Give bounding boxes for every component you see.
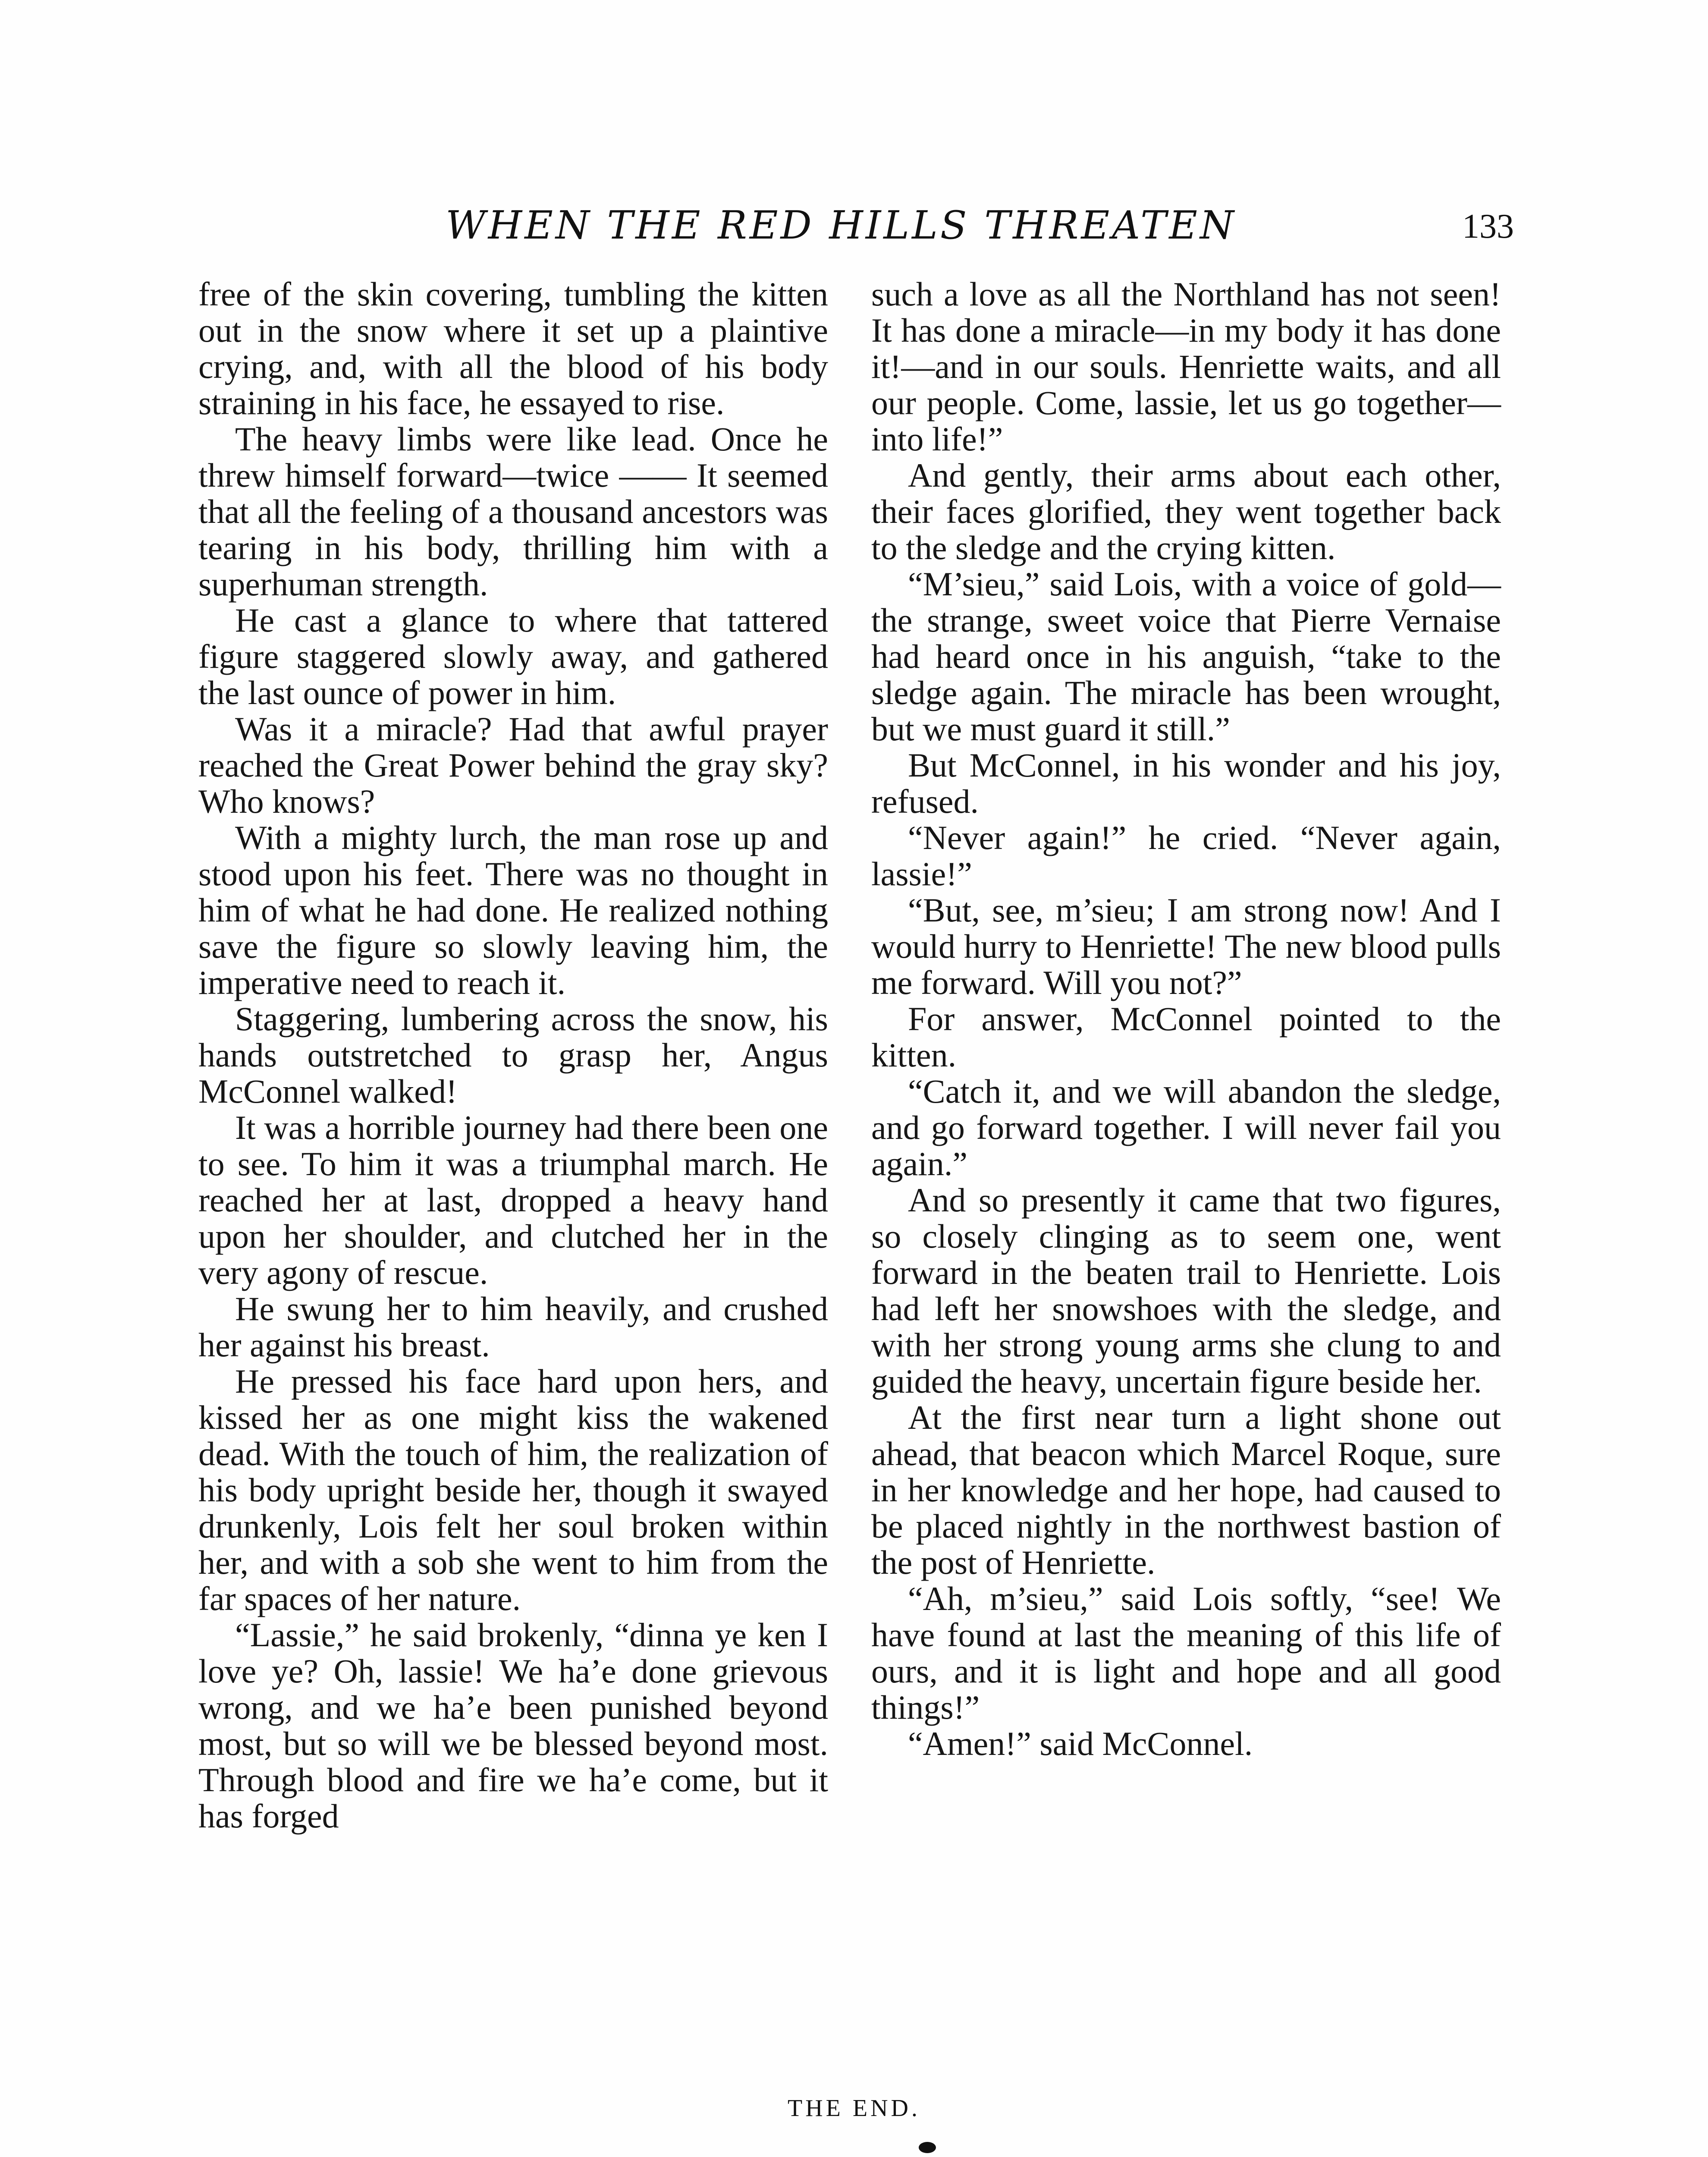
paragraph: “M’sieu,” said Lois, with a voice of gold—the strange, sweet voice that Pierre Vernaise had heard once in his anguish, “take to the sledge again. The miracle has been wrought, but we must guard it still.” [871, 565, 1501, 748]
paragraph: It was a horrible journey had there been one to see. To him it was a triumphal march. He reached her at last, dropped a heavy hand upon her shoulder, and clutched her in the very agony of rescue. [198, 1109, 828, 1291]
paragraph: such a love as all the Northland has not seen! It has done a miracle—in my body it has done it!—and in our souls. Henriette waits, and all our people. Come, lassie, let us go together—into life!” [871, 275, 1501, 458]
paragraph: With a mighty lurch, the man rose up and stood upon his feet. There was no thought in him of what he had done. He realized nothing save the figure so slowly leaving him, the imperative need to reach it. [198, 819, 828, 1001]
paragraph: “Ah, m’sieu,” said Lois softly, “see! We have found at last the meaning of this life of ours, and it is light and hope and all good things!” [871, 1580, 1501, 1726]
left-text-column [198, 276, 828, 1834]
paragraph: But McConnel, in his wonder and his joy, refused. [871, 746, 1501, 820]
paragraph: “Never again!” he cried. “Never again, lassie!” [871, 819, 1501, 893]
paragraph: “Amen!” said McConnel. [908, 1725, 1253, 1762]
paragraph: And so presently it came that two figures, so closely clinging as to seem one, went forward in the beaten trail to Henriette. Lois had left her snowshoes with the sledge, and with her strong young arms she clung to and guided the heavy, uncertain figure beside her. [871, 1181, 1501, 1400]
paragraph: free of the skin covering, tumbling the kitten out in the snow where it set up a plaintive crying, and, with all the blood of his body straining in his face, he essayed to rise. [198, 275, 828, 421]
paragraph: He swung her to him heavily, and crushed her against his breast. [198, 1290, 828, 1364]
paragraph: For answer, McConnel pointed to the kitten. [871, 1000, 1501, 1074]
paragraph: Was it a miracle? Had that awful prayer reached the Great Power behind the gray sky? Who knows? [198, 710, 828, 820]
right-text-column [871, 276, 1501, 1762]
paragraph: The heavy limbs were like lead. Once he threw himself forward—twice —— It seemed that all the feeling of a thousand ancestors was tearing in his body, thrilling him with a superhuman strength. [198, 420, 828, 603]
paragraph: “But, see, m’sieu; I am strong now! And I would hurry to Henriette! The new blood pulls me forward. Will you not?” [871, 891, 1501, 1001]
paragraph: At the first near turn a light shone out ahead, that beacon which Marcel Roque, sure in her knowledge and her hope, had caused to be placed nightly in the northwest bastion of the post of Henriette. [871, 1399, 1501, 1581]
ink-dot-ornament [919, 2142, 936, 2153]
running-title: WHEN THE RED HILLS THREATEN [446, 203, 1237, 248]
paragraph: He pressed his face hard upon hers, and kissed her as one might kiss the wakened dead. With the touch of him, the realization of his body upright beside her, though it swayed drunkenly, Lois felt her soul broken within her, and with a sob she went to him from the far spaces of her nature. [198, 1362, 828, 1617]
paragraph: Staggering, lumbering across the snow, his hands outstretched to grasp her, Angus McConnel walked! [198, 1000, 828, 1110]
the-end-label: THE END. [788, 2095, 920, 2122]
paragraph: “Lassie,” he said brokenly, “dinna ye ken I love ye? Oh, lassie! We ha’e done grievous wrong, and we ha’e been punished beyond most, but so will we be blessed beyond most. Through blood and fire we ha’e come, but it has forged [198, 1616, 828, 1835]
page-number: 133 [1462, 208, 1514, 245]
paragraph: “Catch it, and we will abandon the sledge, and go forward together. I will never fail you again.” [871, 1072, 1501, 1182]
paragraph: And gently, their arms about each other, their faces glorified, they went together back to the sledge and the crying kitten. [871, 456, 1501, 566]
paragraph: He cast a glance to where that tattered figure staggered slowly away, and gathered the last ounce of power in him. [198, 601, 828, 711]
